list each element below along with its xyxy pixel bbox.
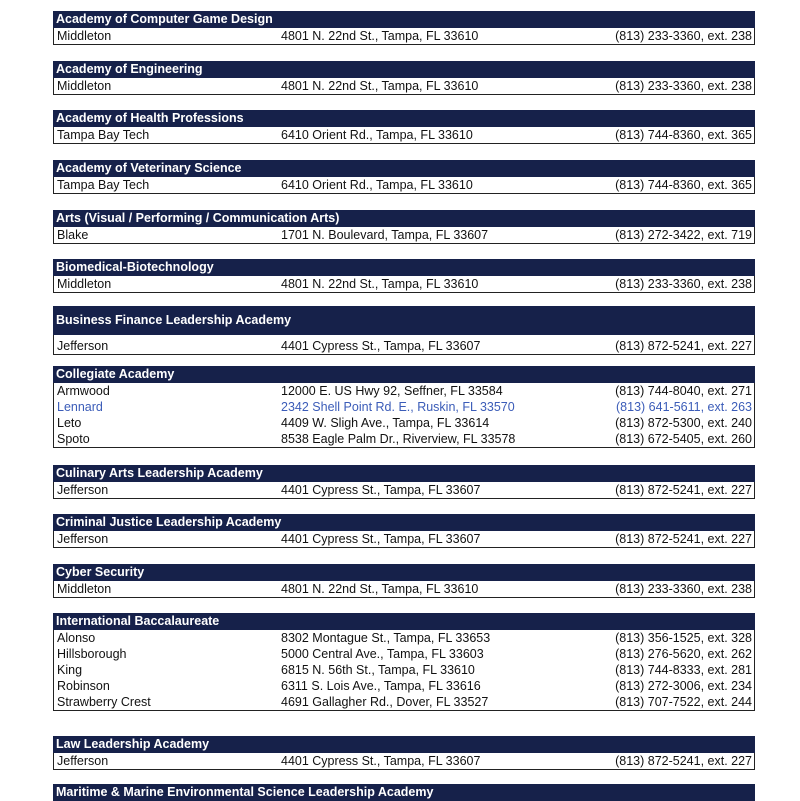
school-address: 6311 S. Lois Ave., Tampa, FL 33616 — [281, 679, 481, 693]
school-phone: (813) 744-8040, ext. 271 — [615, 384, 752, 398]
school-name: Middleton — [57, 277, 112, 291]
section-collegiate — [53, 366, 755, 448]
school-address: 4401 Cypress St., Tampa, FL 33607 — [281, 339, 481, 353]
table-row — [54, 399, 754, 415]
school-name: Robinson — [57, 679, 110, 693]
school-phone: (813) 233-3360, ext. 238 — [615, 29, 752, 43]
school-name: Spoto — [57, 432, 90, 446]
section-rows — [53, 531, 755, 548]
table-row — [54, 177, 754, 193]
section-cyber-security — [53, 564, 755, 598]
section-title: Business Finance Leadership Academy — [53, 306, 755, 335]
section-business-finance — [53, 306, 755, 355]
school-address: 5000 Central Ave., Tampa, FL 33603 — [281, 647, 484, 661]
school-name: Middleton — [57, 79, 112, 93]
school-name: Blake — [57, 228, 89, 242]
school-address: 4801 N. 22nd St., Tampa, FL 33610 — [281, 582, 479, 596]
section-rows — [53, 177, 755, 194]
school-phone: (813) 356-1525, ext. 328 — [615, 631, 752, 645]
school-address: 6815 N. 56th St., Tampa, FL 33610 — [281, 663, 475, 677]
section-title: Maritime & Marine Environmental Science Leadership Academy — [53, 784, 755, 801]
school-phone: (813) 641-5611, ext. 263 — [616, 400, 752, 414]
school-address: 4801 N. 22nd St., Tampa, FL 33610 — [281, 29, 479, 43]
section-title: Cyber Security — [53, 564, 755, 581]
school-address: 4801 N. 22nd St., Tampa, FL 33610 — [281, 79, 479, 93]
school-phone: (813) 872-5300, ext. 240 — [615, 416, 752, 430]
table-row — [54, 630, 754, 646]
school-phone: (813) 707-7522, ext. 244 — [615, 695, 752, 709]
school-address: 2342 Shell Point Rd. E., Ruskin, FL 33570 — [281, 400, 515, 414]
section-rows — [53, 482, 755, 499]
section-rows — [53, 383, 755, 448]
section-rows — [53, 28, 755, 45]
school-phone: (813) 744-8360, ext. 365 — [615, 178, 752, 192]
school-phone: (813) 272-3006, ext. 234 — [615, 679, 752, 693]
school-phone: (813) 744-8360, ext. 365 — [615, 128, 752, 142]
school-address: 4401 Cypress St., Tampa, FL 33607 — [281, 532, 481, 546]
table-row — [54, 127, 754, 143]
school-phone: (813) 872-5241, ext. 227 — [615, 483, 752, 497]
section-title: Culinary Arts Leadership Academy — [53, 465, 755, 482]
school-name: Jefferson — [57, 339, 109, 353]
school-address: 4691 Gallagher Rd., Dover, FL 33527 — [281, 695, 489, 709]
section-rows — [53, 630, 755, 711]
school-phone: (813) 233-3360, ext. 238 — [615, 277, 752, 291]
table-row — [54, 482, 754, 498]
section-computer-game-design — [53, 11, 755, 45]
section-rows — [53, 78, 755, 95]
table-row — [54, 227, 754, 243]
section-title: Academy of Computer Game Design — [53, 11, 755, 28]
section-international-baccalaureate — [53, 613, 755, 711]
table-row — [54, 753, 754, 769]
section-law-leadership — [53, 736, 755, 770]
school-address: 4401 Cypress St., Tampa, FL 33607 — [281, 483, 481, 497]
section-criminal-justice — [53, 514, 755, 548]
school-name: Leto — [57, 416, 82, 430]
school-name: Jefferson — [57, 483, 109, 497]
section-rows — [53, 227, 755, 244]
section-arts — [53, 210, 755, 244]
table-row — [54, 78, 754, 94]
school-phone: (813) 272-3422, ext. 719 — [615, 228, 752, 242]
school-name: Tampa Bay Tech — [57, 178, 150, 192]
section-title: Criminal Justice Leadership Academy — [53, 514, 755, 531]
section-title: Arts (Visual / Performing / Communication Arts) — [53, 210, 755, 227]
school-name: Middleton — [57, 582, 112, 596]
school-name: King — [57, 663, 83, 677]
section-title: Academy of Veterinary Science — [53, 160, 755, 177]
table-row — [54, 694, 754, 710]
section-health-professions — [53, 110, 755, 144]
school-address: 4409 W. Sligh Ave., Tampa, FL 33614 — [281, 416, 490, 430]
table-row — [54, 581, 754, 597]
school-phone: (813) 276-5620, ext. 262 — [615, 647, 752, 661]
section-engineering — [53, 61, 755, 95]
school-address: 6410 Orient Rd., Tampa, FL 33610 — [281, 128, 473, 142]
section-title: International Baccalaureate — [53, 613, 755, 630]
section-title: Law Leadership Academy — [53, 736, 755, 753]
section-rows — [53, 581, 755, 598]
school-name: Armwood — [57, 384, 110, 398]
school-phone: (813) 233-3360, ext. 238 — [615, 582, 752, 596]
school-name: Hillsborough — [57, 647, 127, 661]
section-rows — [53, 276, 755, 293]
table-row — [54, 678, 754, 694]
school-phone: (813) 744-8333, ext. 281 — [615, 663, 752, 677]
section-title: Biomedical-Biotechnology — [53, 259, 755, 276]
school-name: Jefferson — [57, 532, 109, 546]
school-name: Tampa Bay Tech — [57, 128, 150, 142]
school-name: Middleton — [57, 29, 112, 43]
school-name: Lennard — [57, 400, 103, 414]
table-row — [54, 646, 754, 662]
school-address: 12000 E. US Hwy 92, Seffner, FL 33584 — [281, 384, 503, 398]
section-title: Collegiate Academy — [53, 366, 755, 383]
school-phone: (813) 872-5241, ext. 227 — [615, 532, 752, 546]
section-title: Academy of Health Professions — [53, 110, 755, 127]
school-address: 4401 Cypress St., Tampa, FL 33607 — [281, 754, 481, 768]
table-row — [54, 662, 754, 678]
section-rows — [53, 335, 755, 355]
table-row — [54, 531, 754, 547]
school-name: Jefferson — [57, 754, 109, 768]
table-row — [54, 276, 754, 292]
school-phone: (813) 672-5405, ext. 260 — [615, 432, 752, 446]
table-row — [54, 431, 754, 447]
school-name: Strawberry Crest — [57, 695, 151, 709]
section-biomedical — [53, 259, 755, 293]
school-phone: (813) 872-5241, ext. 227 — [615, 339, 752, 353]
school-phone: (813) 872-5241, ext. 227 — [615, 754, 752, 768]
table-row — [54, 415, 754, 431]
school-address: 8538 Eagle Palm Dr., Riverview, FL 33578 — [281, 432, 516, 446]
section-title: Academy of Engineering — [53, 61, 755, 78]
school-phone: (813) 233-3360, ext. 238 — [615, 79, 752, 93]
school-address: 1701 N. Boulevard, Tampa, FL 33607 — [281, 228, 489, 242]
section-rows — [53, 127, 755, 144]
table-row — [54, 335, 754, 354]
section-culinary-arts — [53, 465, 755, 499]
section-rows — [53, 753, 755, 770]
school-address: 8302 Montague St., Tampa, FL 33653 — [281, 631, 491, 645]
school-address: 4801 N. 22nd St., Tampa, FL 33610 — [281, 277, 479, 291]
table-row — [54, 383, 754, 399]
table-row — [54, 28, 754, 44]
section-veterinary-science — [53, 160, 755, 194]
section-maritime-marine — [53, 784, 755, 801]
school-address: 6410 Orient Rd., Tampa, FL 33610 — [281, 178, 473, 192]
school-name: Alonso — [57, 631, 96, 645]
